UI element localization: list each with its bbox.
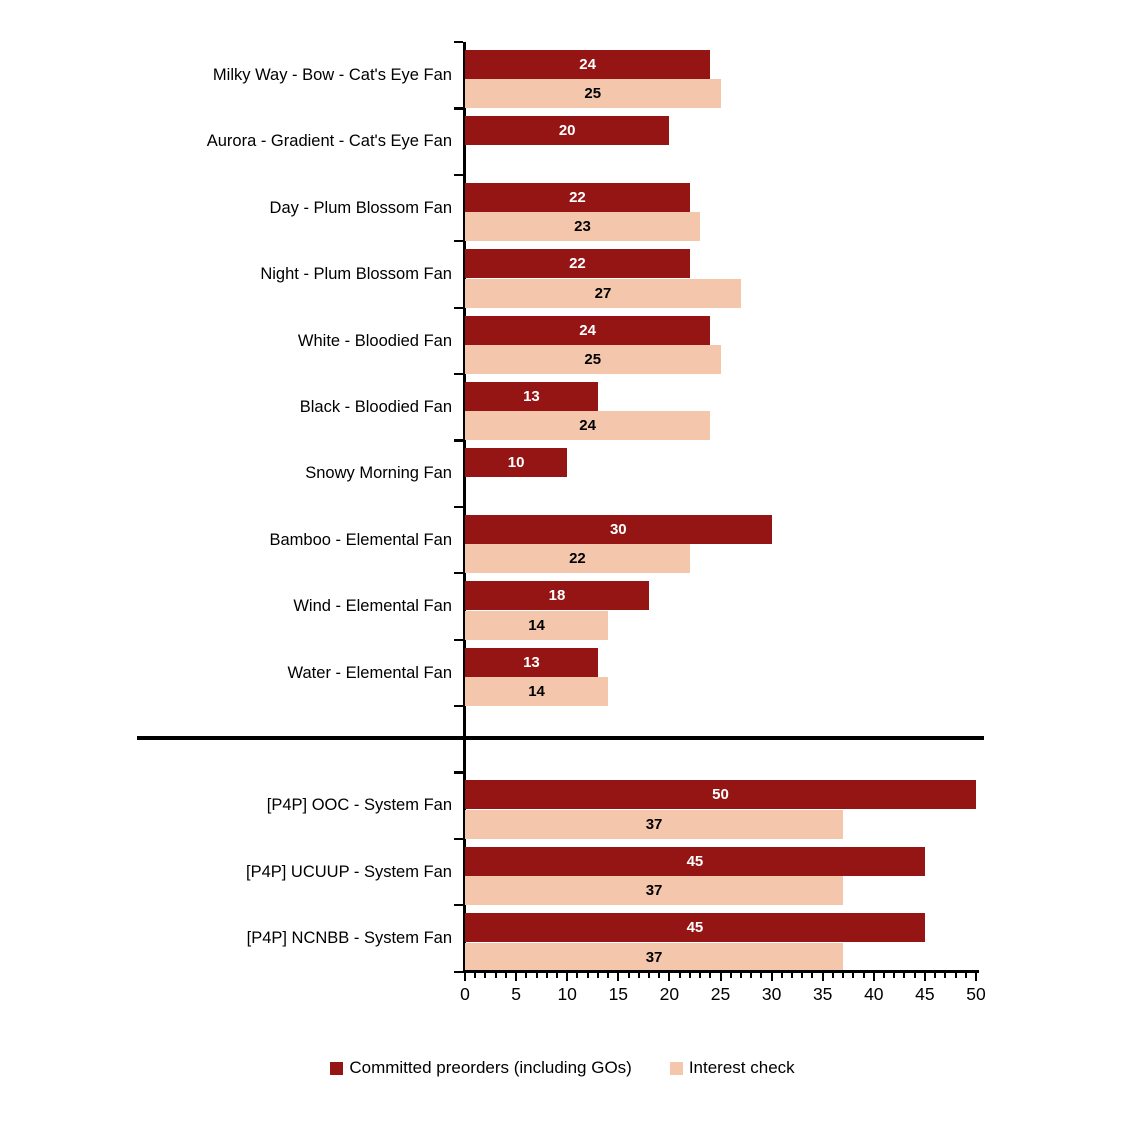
bar-value-label: 27 xyxy=(594,284,612,302)
bar-value-label: 22 xyxy=(569,188,586,206)
x-axis-tick-label: 5 xyxy=(511,983,521,1004)
x-axis-minor-tick xyxy=(863,972,865,978)
bar-value-label: 23 xyxy=(574,218,591,236)
bar-value-label: 22 xyxy=(569,255,586,273)
x-axis-minor-tick xyxy=(546,972,548,978)
x-axis-tick-label: 45 xyxy=(915,983,935,1004)
x-axis-minor-tick xyxy=(525,972,527,978)
category-label: Day - Plum Blossom Fan xyxy=(269,198,452,217)
category-axis-tick xyxy=(454,307,463,309)
x-axis-tick-label: 30 xyxy=(761,983,782,1004)
category-axis-tick xyxy=(454,439,463,441)
category-axis-tick xyxy=(454,41,463,43)
x-axis-minor-tick xyxy=(607,972,609,978)
x-axis-minor-tick xyxy=(474,972,476,978)
x-axis-minor-tick xyxy=(495,972,497,978)
x-axis-minor-tick xyxy=(740,972,742,978)
x-axis-minor-tick xyxy=(955,972,957,978)
x-axis-tick-label: 25 xyxy=(710,983,731,1004)
x-axis-minor-tick xyxy=(505,972,507,978)
x-axis-minor-tick xyxy=(893,972,895,978)
x-axis-minor-tick xyxy=(658,972,660,978)
x-axis-minor-tick xyxy=(944,972,946,978)
x-axis-minor-tick xyxy=(965,972,967,978)
bar-value-label: 25 xyxy=(584,85,602,103)
x-axis-minor-tick xyxy=(628,972,630,978)
category-label: Snowy Morning Fan xyxy=(305,464,452,483)
bar-value-label: 45 xyxy=(686,852,704,870)
category-axis-tick xyxy=(454,771,463,773)
bar-value-label: 25 xyxy=(584,351,602,368)
category-axis-tick xyxy=(454,705,463,707)
x-axis-minor-tick xyxy=(689,972,691,978)
x-axis-major-tick xyxy=(464,972,466,982)
x-axis-tick-label: 10 xyxy=(557,983,577,1004)
category-label: Night - Plum Blossom Fan xyxy=(260,265,452,284)
legend-swatch-interest-check xyxy=(670,1062,683,1075)
category-label: [P4P] OOC - System Fan xyxy=(266,796,452,815)
x-axis-minor-tick xyxy=(811,972,813,978)
x-axis-minor-tick xyxy=(852,972,854,978)
bar-value-label: 24 xyxy=(579,56,596,73)
x-axis-minor-tick xyxy=(934,972,936,978)
category-axis-tick xyxy=(454,373,463,375)
x-axis-major-tick xyxy=(975,972,977,982)
x-axis-tick-label: 35 xyxy=(812,983,833,1004)
x-axis-minor-tick xyxy=(536,972,538,978)
x-axis-major-tick xyxy=(668,972,670,982)
bar-value-label: 13 xyxy=(523,653,540,671)
x-axis-minor-tick xyxy=(832,972,834,978)
legend-label-interest-check: Interest check xyxy=(688,1058,795,1077)
x-axis-tick-label: 0 xyxy=(460,983,470,1004)
bar-value-label: 45 xyxy=(686,919,704,937)
x-axis-major-tick xyxy=(720,972,722,982)
bar-value-label: 20 xyxy=(558,122,576,140)
legend-item-interest-check xyxy=(670,1058,795,1078)
bar-value-label: 30 xyxy=(609,520,627,538)
x-axis-minor-tick xyxy=(750,972,752,978)
category-axis-tick xyxy=(454,639,463,641)
category-label: Wind - Elemental Fan xyxy=(293,597,452,616)
bar-value-label: 37 xyxy=(645,882,663,900)
x-axis-minor-tick xyxy=(638,972,640,978)
x-axis-major-tick xyxy=(924,972,926,982)
x-axis-minor-tick xyxy=(597,972,599,978)
x-axis-tick-label: 20 xyxy=(659,983,680,1004)
category-label: Black - Bloodied Fan xyxy=(299,398,452,416)
x-axis-minor-tick xyxy=(679,972,681,978)
category-axis-tick xyxy=(454,971,463,973)
x-axis-minor-tick xyxy=(648,972,650,978)
x-axis-minor-tick xyxy=(709,972,711,978)
bar-value-label: 13 xyxy=(523,388,540,405)
x-axis-minor-tick xyxy=(903,972,905,978)
x-axis-tick-label: 15 xyxy=(608,983,629,1004)
x-axis-tick-label: 40 xyxy=(864,983,884,1004)
bar-value-label: 14 xyxy=(528,683,545,700)
bar-value-label: 24 xyxy=(579,321,596,339)
x-axis-major-tick xyxy=(873,972,875,982)
x-axis-minor-tick xyxy=(883,972,885,978)
legend-item-committed-preorders xyxy=(330,1058,631,1078)
bar-value-label: 37 xyxy=(645,815,663,833)
x-axis-major-tick xyxy=(617,972,619,982)
x-axis-minor-tick xyxy=(484,972,486,978)
category-axis-tick xyxy=(454,838,463,840)
bar-value-label: 10 xyxy=(507,454,525,472)
category-label: Milky Way - Bow - Cat's Eye Fan xyxy=(212,66,452,84)
x-axis-minor-tick xyxy=(576,972,578,978)
category-label: Water - Elemental Fan xyxy=(287,663,452,682)
x-axis-major-tick xyxy=(771,972,773,982)
x-axis-major-tick xyxy=(515,972,517,982)
category-axis-tick xyxy=(454,904,463,906)
x-axis-minor-tick xyxy=(730,972,732,978)
x-axis-major-tick xyxy=(822,972,824,982)
bar-value-label: 18 xyxy=(548,587,566,605)
x-axis-minor-tick xyxy=(699,972,701,978)
bar-value-label: 22 xyxy=(569,550,586,568)
x-axis-minor-tick xyxy=(556,972,558,978)
category-label: Aurora - Gradient - Cat's Eye Fan xyxy=(206,132,452,151)
bar-value-label: 24 xyxy=(579,417,596,435)
category-axis-tick xyxy=(454,174,463,176)
category-label: [P4P] UCUUP - System Fan xyxy=(245,862,452,881)
bar-value-label: 37 xyxy=(645,948,663,966)
legend xyxy=(0,1058,1125,1078)
x-axis-minor-tick xyxy=(914,972,916,978)
x-axis-minor-tick xyxy=(801,972,803,978)
category-label: White - Bloodied Fan xyxy=(297,331,452,350)
legend-label-committed-preorders: Committed preorders (including GOs) xyxy=(349,1058,632,1077)
x-axis-minor-tick xyxy=(791,972,793,978)
category-axis-tick xyxy=(454,107,463,109)
x-axis-minor-tick xyxy=(781,972,783,978)
x-axis-minor-tick xyxy=(842,972,844,978)
category-axis-tick xyxy=(454,506,463,508)
bar-value-label: 14 xyxy=(528,616,545,634)
x-axis-minor-tick xyxy=(760,972,762,978)
category-axis-tick xyxy=(454,572,463,574)
x-axis-tick-label: 50 xyxy=(966,983,986,1004)
category-label: Bamboo - Elemental Fan xyxy=(269,530,452,549)
section-separator-line xyxy=(137,736,984,740)
x-axis-minor-tick xyxy=(587,972,589,978)
bar-value-label: 50 xyxy=(712,786,729,804)
x-axis-major-tick xyxy=(566,972,568,982)
category-axis-tick xyxy=(454,240,463,242)
category-label: [P4P] NCNBB - System Fan xyxy=(246,929,452,948)
legend-swatch-committed-preorders xyxy=(330,1062,343,1075)
